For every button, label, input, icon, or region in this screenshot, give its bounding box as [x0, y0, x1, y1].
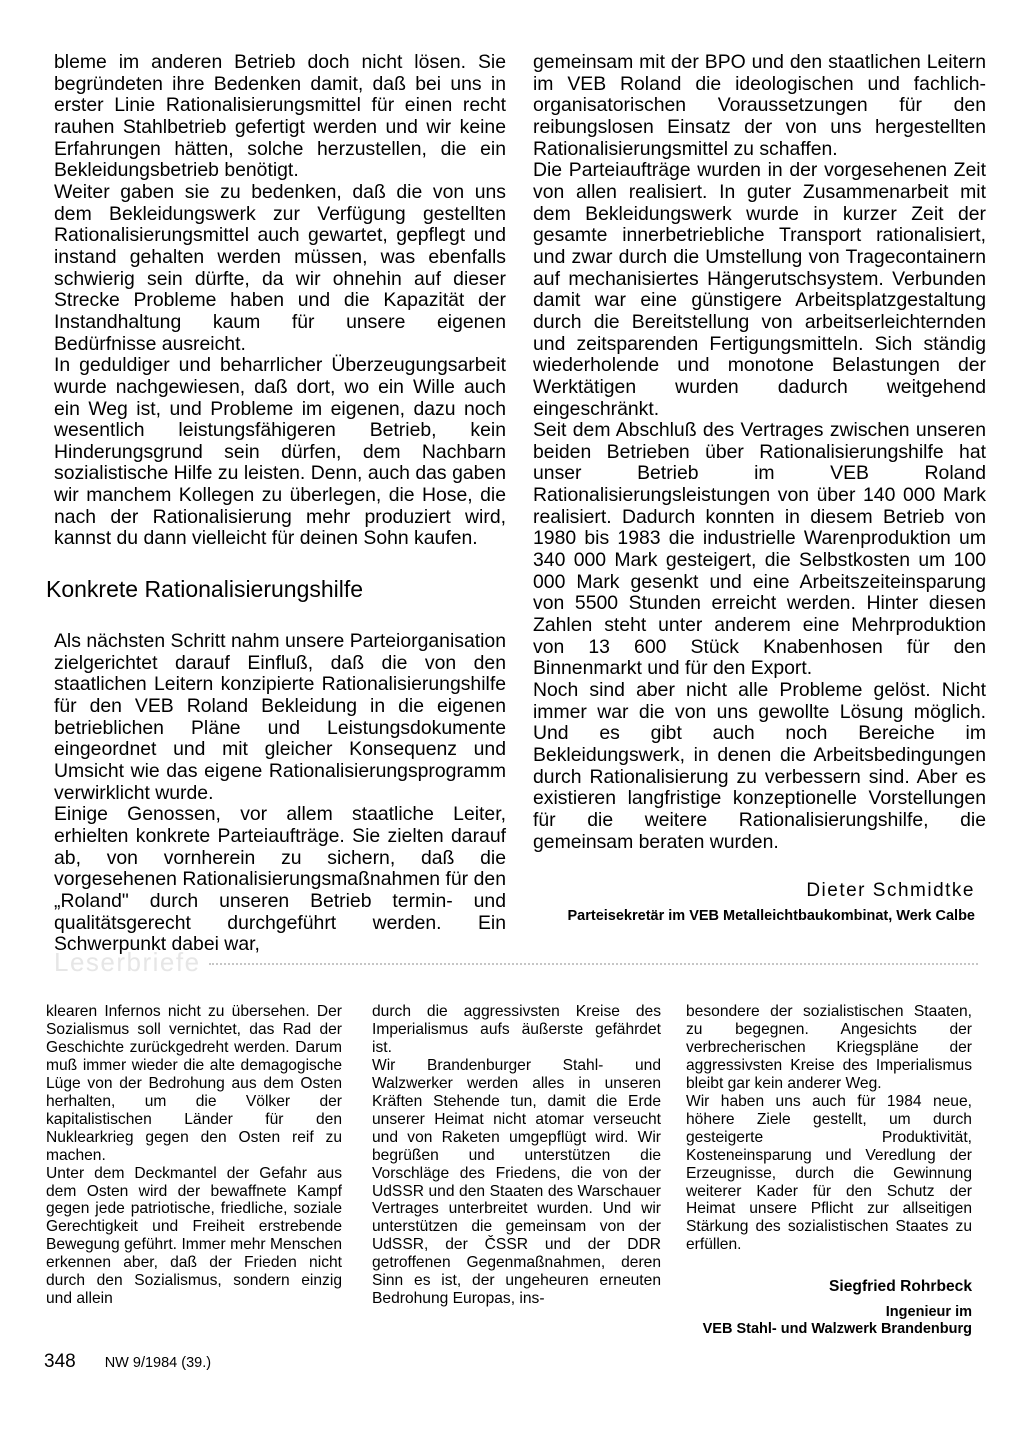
article-column-right	[533, 52, 986, 853]
letter-column-3	[686, 1003, 972, 1254]
letter-author-name: Siegfried Rohrbeck	[829, 1278, 972, 1295]
section-divider	[54, 940, 978, 984]
letter-paragraph: besondere der sozialistischen Staaten, zu begegnen. Angesichts der verbrecherischen Kriegspläne der aggressivsten Kreise des Imperialismus bleibt gar kein anderer Weg.	[686, 1003, 972, 1092]
page-footer	[44, 1351, 211, 1373]
article-paragraph: Als nächsten Schritt nahm unsere Parteiorganisation zielgerichtet darauf Einfluß, daß die von den staatlichen Leitern konzipierte Rationalisierungshilfe für den VEB Roland Bekleidung in die eigenen betrieblichen Pläne und Leistungsdokumente eingeordnet und mit gleicher Konsequenz und Umsicht wie das eigene Rationalisierungsprogramm verwirklicht wurde.	[54, 630, 506, 804]
article-paragraph: gemeinsam mit der BPO und den staatlichen Leitern im VEB Roland die ideologischen und fachlich-organisatorischen Voraussetzungen für den reibungslosen Einsatz der von uns hergestellten Rationalisierungsmittel zu schaffen.	[533, 51, 986, 160]
issue-label: NW 9/1984 (39.)	[104, 1355, 212, 1371]
letter-paragraph: durch die aggressivsten Kreise des Imperialismus aufs äußerste gefährdet ist.	[372, 1003, 661, 1056]
letter-column-1	[46, 1003, 342, 1308]
section-label: Leserbriefe	[54, 946, 201, 977]
article-paragraph: Noch sind aber nicht alle Probleme gelöst. Nicht immer war die von uns gewollte Lösung möglich. Und es gibt auch noch Bereiche im Bekleidungswerk, in denen die Arbeitsbedingungen durch Rationalisierung zu verbessern sind. Aber es existieren langfristige konzeptionelle Vorstellungen für die weitere Rationalisierungshilfe, die gemeinsam beraten wurden.	[533, 679, 986, 853]
letter-paragraph: Wir Brandenburger Stahl- und Walzwerker werden alles in unseren Kräften Stehende tun, damit die Erde unserer Heimat nicht atomar verseucht und von Raketen umgepflügt wird. Wir begrüßen und unterstützen die Vorschläge des Friedens, die von der UdSSR und den Staaten des Warschauer Vertrages unterbreitet wurden. Und wir unterstützen die gemeinsam von der UdSSR, der ČSSR und der DDR getroffenen Gegenmaßnahmen, deren Sinn es ist, der ungeheuren erneuten Bedrohung Europas, ins-	[372, 1056, 661, 1308]
article-paragraph: Einige Genossen, vor allem staatliche Leiter, erhielten konkrete Parteiaufträge. Sie zielten darauf ab, von vornherein zu sichern, daß die vorgesehenen Rationalisierungsmaßnahmen für den „Roland" durch unseren Betrieb termin- und qualitätsgerecht durchgeführt werden. Ein Schwerpunkt dabei war,	[54, 803, 506, 956]
article-paragraph: Seit dem Abschluß des Vertrages zwischen unseren beiden Betrieben über Rationalisierungshilfe hat unser Betrieb im VEB Roland Rationalisierungsleistungen von über 140 000 Mark realisiert. Dadurch konnten in diesem Betrieb von 1980 bis 1983 die industrielle Warenproduktion um 340 000 Mark gesteigert, die Selbstkosten um 100 000 Mark gesenkt und eine Arbeitszeiteinsparung von 5500 Stunden erreicht werden. Hinter diesen Zahlen steht unter anderem eine Mehrproduktion von 13 600 Stück Knabenhosen für den Binnenmarkt und für den Export.	[533, 419, 986, 680]
author-name: Dieter Schmidtke	[806, 880, 975, 901]
letter-column-2	[372, 1003, 661, 1308]
author-role: Parteisekretär im VEB Metalleichtbaukombinat, Werk Calbe	[567, 908, 975, 924]
divider-line	[209, 963, 978, 965]
article-paragraph: Weiter gaben sie zu bedenken, daß die von uns dem Bekleidungswerk zur Verfügung gestellten Rationalisierungsmittel auch gewartet, gepflegt und instand gehalten werden müssen, was ebenfalls schwierig sein dürfte, da wir ohnehin auf dieser Strecke Probleme haben und die Kapazität der Instandhaltung kaum für unsere eigenen Bedürfnisse ausreicht.	[54, 180, 506, 355]
letter-paragraph: klearen Infernos nicht zu übersehen. Der Sozialismus soll vernichtet, das Rad der Geschichte zurückgedreht werden. Darum muß immer wieder die alte demagogische Lüge von der Bedrohung aus dem Osten herhalten, um die Völker der kapitalistischen Länder für den Nuklearkrieg gegen den Osten reif zu machen.	[46, 1003, 342, 1164]
section-heading: Konkrete Rationalisierungshilfe	[46, 576, 364, 603]
letter-signature	[703, 1277, 972, 1338]
letter-paragraph: Wir haben uns auch für 1984 neue, höhere Ziele gestellt, um durch gesteigerte Produktivität, Kosteneinsparung und Veredlung der Erzeugnisse, durch die Gewinnung weiterer Kader für den Schutz der Heimat unsere Pflicht zur allseitigen Stärkung des sozialistischen Staates zu erfüllen.	[686, 1092, 972, 1254]
page-number: 348	[44, 1351, 76, 1372]
article-paragraph: bleme im anderen Betrieb doch nicht lösen. Sie begründeten ihre Bedenken damit, daß bei uns in erster Linie Rationalisierungsmittel für einen recht rauhen Stahlbetrieb gefertigt werden und wir keine Erfahrungen hätten, solche herzustellen, die ein Bekleidungsbetrieb benötigt.	[54, 51, 506, 182]
article-signature	[568, 879, 976, 927]
article-paragraph: Die Parteiaufträge wurden in der vorgesehenen Zeit von allen realisiert. In guter Zusammenarbeit mit dem Bekleidungswerk wurde in kurzer Zeit der gesamte innerbetriebliche Transport rationalisiert, und zwar durch die Umstellung von Tragecontainern auf mechanisiertes Hängerutschsystem. Verbunden damit war eine günstigere Arbeitsplatzgestaltung durch die Bereitstellung von arbeitserleichternden und zeitsparenden Fertigungsmitteln. Sich ständig wiederholende und monotone Belastungen der Werktätigen wurden dadurch weitgehend eingeschränkt.	[533, 159, 986, 420]
letter-author-workplace: VEB Stahl- und Walzwerk Brandenburg	[702, 1321, 972, 1337]
article-paragraph: In geduldiger und beharrlicher Überzeugungsarbeit wurde nachgewiesen, daß dort, wo ein Wille auch ein Weg ist, und Probleme im eigenen, dazu noch wesentlich leistungsfähigeren Betrieb, kein Hinderungsgrund sein dürfen, dem Nachbarn sozialistische Hilfe zu leisten. Denn, auch das gaben wir manchem Kollegen zu überlegen, die Hose, die nach der Rationalisierung mehr produziert wird, kannst du dann vielleicht für deinen Sohn kaufen.	[54, 354, 506, 550]
letter-paragraph: Unter dem Deckmantel der Gefahr aus dem Osten wird der bewaffnete Kampf gegen jede patriotische, friedliche, soziale Gerechtigkeit und Freiheit erstrebende Bewegung geführt. Immer mehr Menschen erkennen aber, daß der Frieden nicht durch den Sozialismus, sondern einzig und allein	[46, 1164, 342, 1308]
letter-author-role: Ingenieur im	[885, 1304, 972, 1320]
article-column-left	[46, 51, 506, 956]
